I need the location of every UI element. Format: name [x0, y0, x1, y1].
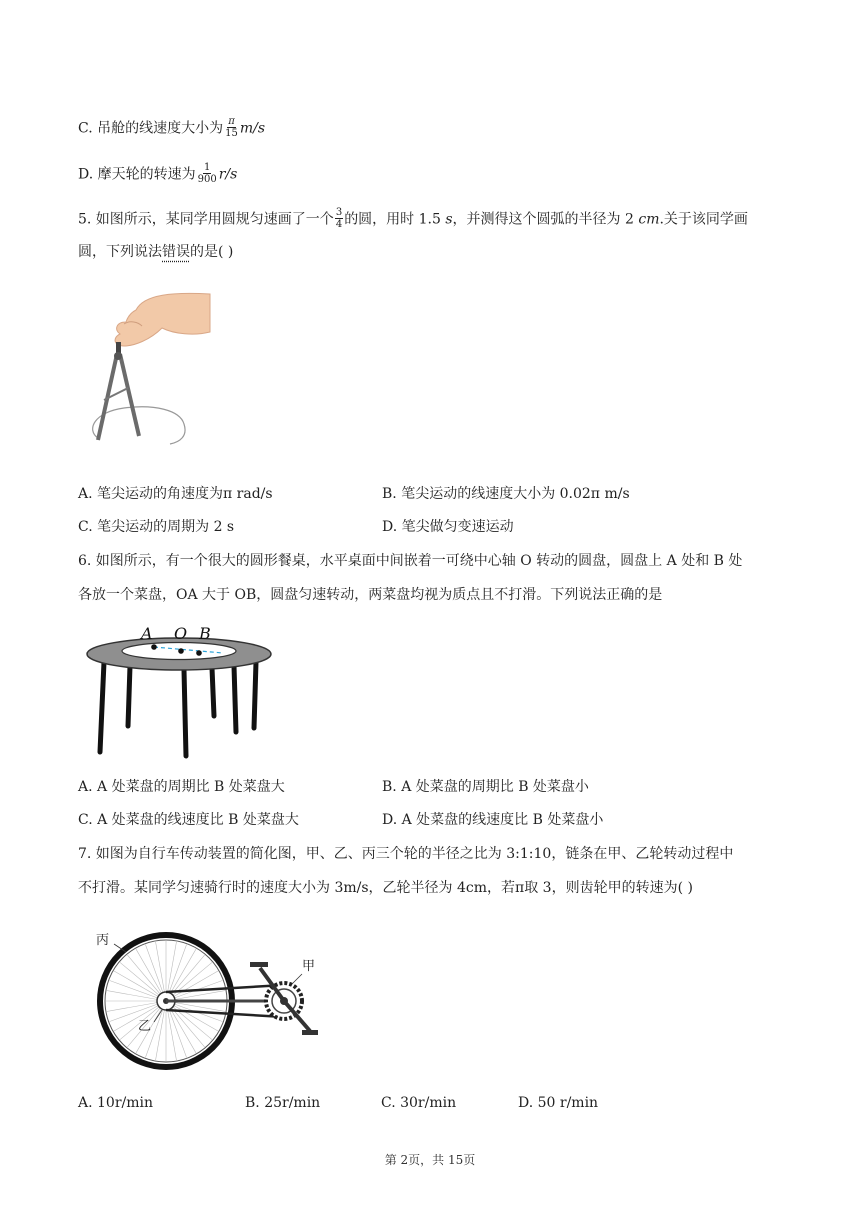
- pedal: [302, 1030, 318, 1035]
- compass-leg-right: [120, 354, 139, 436]
- q7-option-a: A. 10r/min: [78, 1095, 154, 1111]
- compass-leg-left: [98, 354, 117, 440]
- fraction-numerator: 1: [204, 162, 211, 173]
- label-jia: 甲: [302, 959, 316, 974]
- q5-emphasis: 错误: [162, 244, 190, 260]
- q5-text: 5. 如图所示，某同学用圆规匀速画了一个: [78, 211, 334, 228]
- label-o: O: [174, 624, 188, 643]
- q5-unit: s: [445, 211, 453, 228]
- page-footer: 第 2页，共 15页: [384, 1153, 476, 1167]
- q6-table-figure: [84, 622, 276, 762]
- q5-unit: cm: [638, 211, 660, 228]
- q5-text: 的是( ): [190, 244, 234, 260]
- q7-bicycle-figure: [92, 926, 332, 1076]
- label-b: B: [199, 624, 211, 643]
- q7-stem-line2: 不打滑。某同学匀速骑行时的速度大小为 3m/s，乙轮半径为 4cm，若π取 3，则齿轮甲的转速为( ): [78, 880, 693, 896]
- fraction-denominator: 4: [335, 219, 343, 230]
- q6-option-a: A. A 处菜盘的周期比 B 处菜盘大: [78, 779, 285, 795]
- q6-stem-line2: 各放一个菜盘，OA 大于 OB，圆盘匀速转动，两菜盘均视为质点且不打滑。下列说法正确的是: [78, 587, 663, 603]
- hand: [115, 293, 210, 346]
- label-a: A: [141, 624, 153, 643]
- label-yi: 乙: [138, 1019, 152, 1034]
- fraction-numerator: π: [228, 116, 235, 127]
- q5-text: ，并测得这个圆弧的半径为 2: [452, 211, 639, 228]
- q5-option-a: A. 笔尖运动的角速度为π rad/s: [78, 486, 273, 502]
- q7-option-d: D. 50 r/min: [518, 1095, 599, 1111]
- q6-option-b: B. A 处菜盘的周期比 B 处菜盘小: [382, 779, 589, 795]
- q5-option-d: D. 笔尖做匀变速运动: [382, 519, 514, 535]
- q5-stem-line1: [78, 208, 748, 231]
- q5-text: .关于该同学画: [659, 211, 748, 228]
- q5-stem-line2: [78, 242, 233, 262]
- q4-option-d-fraction: [197, 162, 218, 185]
- fraction-denominator: 15: [225, 128, 238, 139]
- q4-option-d-text: D. 摩天轮的转速为: [78, 166, 196, 183]
- q4-option-d-unit: r/s: [218, 166, 238, 183]
- q4-option-c-unit: m/s: [239, 120, 266, 137]
- q4-option-c: [78, 117, 265, 140]
- fraction-denominator: 900: [197, 174, 217, 185]
- q4-option-c-fraction: [224, 116, 239, 139]
- q5-option-c: C. 笔尖运动的周期为 2 s: [78, 519, 235, 535]
- q7-option-c: C. 30r/min: [381, 1095, 457, 1111]
- fraction-numerator: 3: [335, 207, 343, 218]
- q5-text: 的圆，用时 1.5: [344, 211, 446, 228]
- q7-option-b: B. 25r/min: [245, 1095, 321, 1111]
- q5-fraction: [335, 207, 343, 230]
- q5-option-b: B. 笔尖运动的线速度大小为 0.02π m/s: [382, 486, 630, 502]
- q4-option-c-text: C. 吊舱的线速度大小为: [78, 120, 224, 137]
- table-legs: [100, 662, 256, 756]
- q5-compass-figure: [84, 290, 214, 465]
- point-b: [196, 650, 202, 656]
- q7-stem-line1: 7. 如图为自行车传动装置的简化图，甲、乙、丙三个轮的半径之比为 3:1:10，链条在甲、乙轮转动过程中: [78, 846, 734, 862]
- q4-option-d: [78, 163, 237, 186]
- q6-option-d: D. A 处菜盘的线速度比 B 处菜盘小: [382, 812, 604, 828]
- label-bing: 丙: [96, 933, 110, 948]
- q6-stem-line1: 6. 如图所示，有一个很大的圆形餐桌，水平桌面中间嵌着一可绕中心轴 O 转动的圆盘，圆盘上 A 处和 B 处: [78, 553, 743, 569]
- q6-option-c: C. A 处菜盘的线速度比 B 处菜盘大: [78, 812, 299, 828]
- drawn-arc: [93, 407, 185, 444]
- point-o: [178, 648, 184, 654]
- point-a: [151, 644, 157, 650]
- q5-text: 圆，下列说法: [78, 244, 162, 260]
